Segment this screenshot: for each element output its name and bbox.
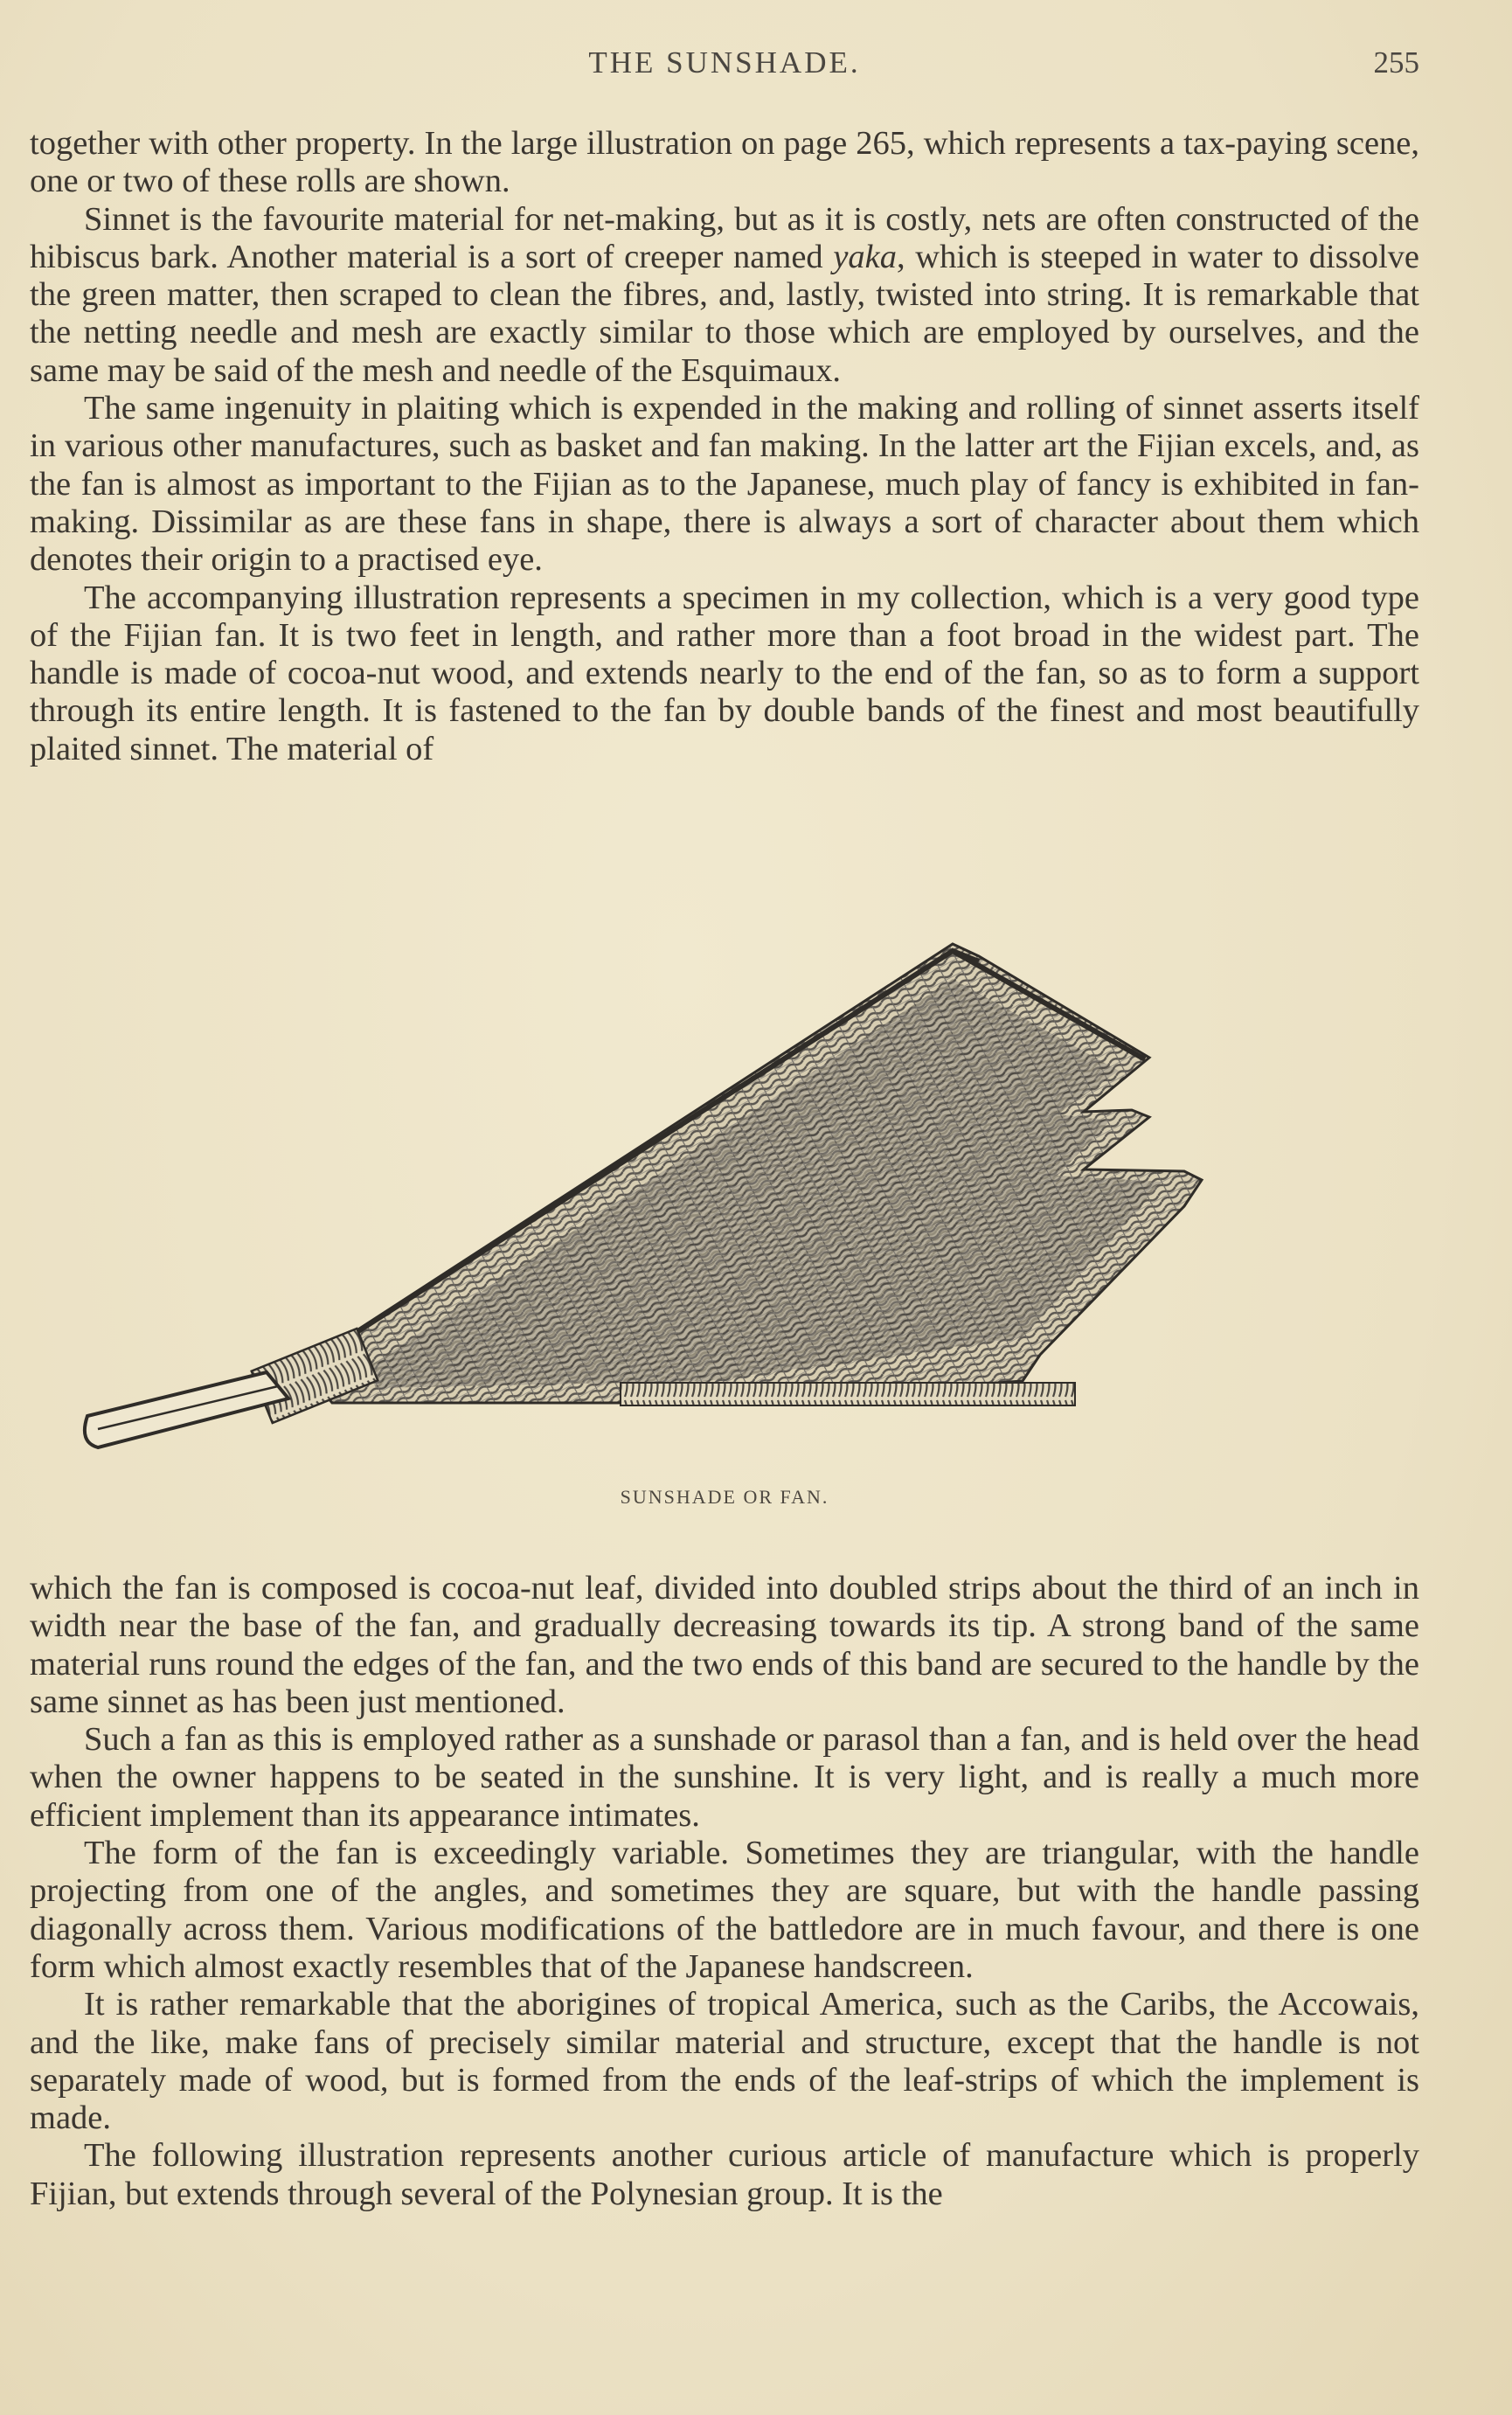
- fan-illustration: [79, 926, 1372, 1486]
- paragraph: Such a fan as this is employed rather as a sunshade or parasol than a fan, and is held over the head when the owner happens to be seated in the sunshine. It is very light, and is really a much more efficient implement than its appearance intimates.: [30, 1721, 1419, 1834]
- figure-caption: SUNSHADE OR FAN.: [620, 1486, 829, 1508]
- paragraph: The form of the fan is exceedingly variable. Sometimes they are triangular, with the handle projecting from one of the angles, and sometimes they are square, but with the handle passing diagonally across them. Various modifications of the battledore are in much favour, and there is one form which almost exactly resembles that of the Japanese handscreen.: [30, 1835, 1419, 1985]
- paragraph-text: Sinnet is the favourite material for net-making, but as it is costly, nets are often constructed of the hibiscus bark. Another material is a sort of creeper named: [30, 200, 1419, 275]
- italic-term: yaka: [833, 238, 898, 275]
- sunshade-fan-engraving: [79, 926, 1372, 1486]
- fan-handle: [85, 1372, 288, 1447]
- paragraph: The following illustration represents another curious article of manufacture which is properly Fijian, but extends through several of the Polynesian group. It is the: [30, 2137, 1419, 2212]
- paragraph: The accompanying illustration represents a specimen in my collection, which is a very good type of the Fijian fan. It is two feet in length, and rather more than a foot broad in the widest part. The handle is made of cocoa-nut wood, and extends nearly to the end of the fan, so as to form a support through its entire length. It is fastened to the fan by double bands of the finest and most beautifully plaited sinnet. The material of: [30, 579, 1419, 767]
- page-number: 255: [1373, 45, 1419, 80]
- paragraph-text: , which is steeped in water to dissolve the green matter, then scraped to clean the fibres, and, lastly, twisted into string. It is remarkable that the netting needle and mesh are exactly similar to those which are employed by ourselves, and the same may be said of the mesh and needle of the Esquimaux.: [30, 238, 1419, 389]
- page-header: [30, 45, 1419, 89]
- fan-bottom-band: [621, 1383, 1075, 1405]
- paragraph: [30, 201, 1419, 390]
- paragraph: which the fan is composed is cocoa-nut leaf, divided into doubled strips about the third of an inch in width near the base of the fan, and gradually decreasing towards its tip. A strong band of the same material runs round the edges of the fan, and the two ends of this band are secured to the handle by the same sinnet as has been just mentioned.: [30, 1570, 1419, 1720]
- paragraph: together with other property. In the large illustration on page 265, which represents a tax-paying scene, one or two of these rolls are shown.: [30, 125, 1419, 200]
- text-block-top: [30, 125, 1419, 768]
- text-block-bottom: [30, 1570, 1419, 2213]
- paragraph: It is rather remarkable that the aborigines of tropical America, such as the Caribs, the Accowais, and the like, make fans of precisely similar material and structure, except that the handle is not separately made of wood, but is formed from the ends of the leaf-strips of which the implement is made.: [30, 1986, 1419, 2137]
- running-title: THE SUNSHADE.: [588, 45, 861, 80]
- paragraph: The same ingenuity in plaiting which is expended in the making and rolling of sinnet asserts itself in various other manufactures, such as basket and fan making. In the latter art the Fijian excels, and, as the fan is almost as important to the Fijian as to the Japanese, much play of fancy is exhibited in fan-making. Dissimilar as are these fans in shape, there is always a sort of character about them which denotes their origin to a practised eye.: [30, 390, 1419, 579]
